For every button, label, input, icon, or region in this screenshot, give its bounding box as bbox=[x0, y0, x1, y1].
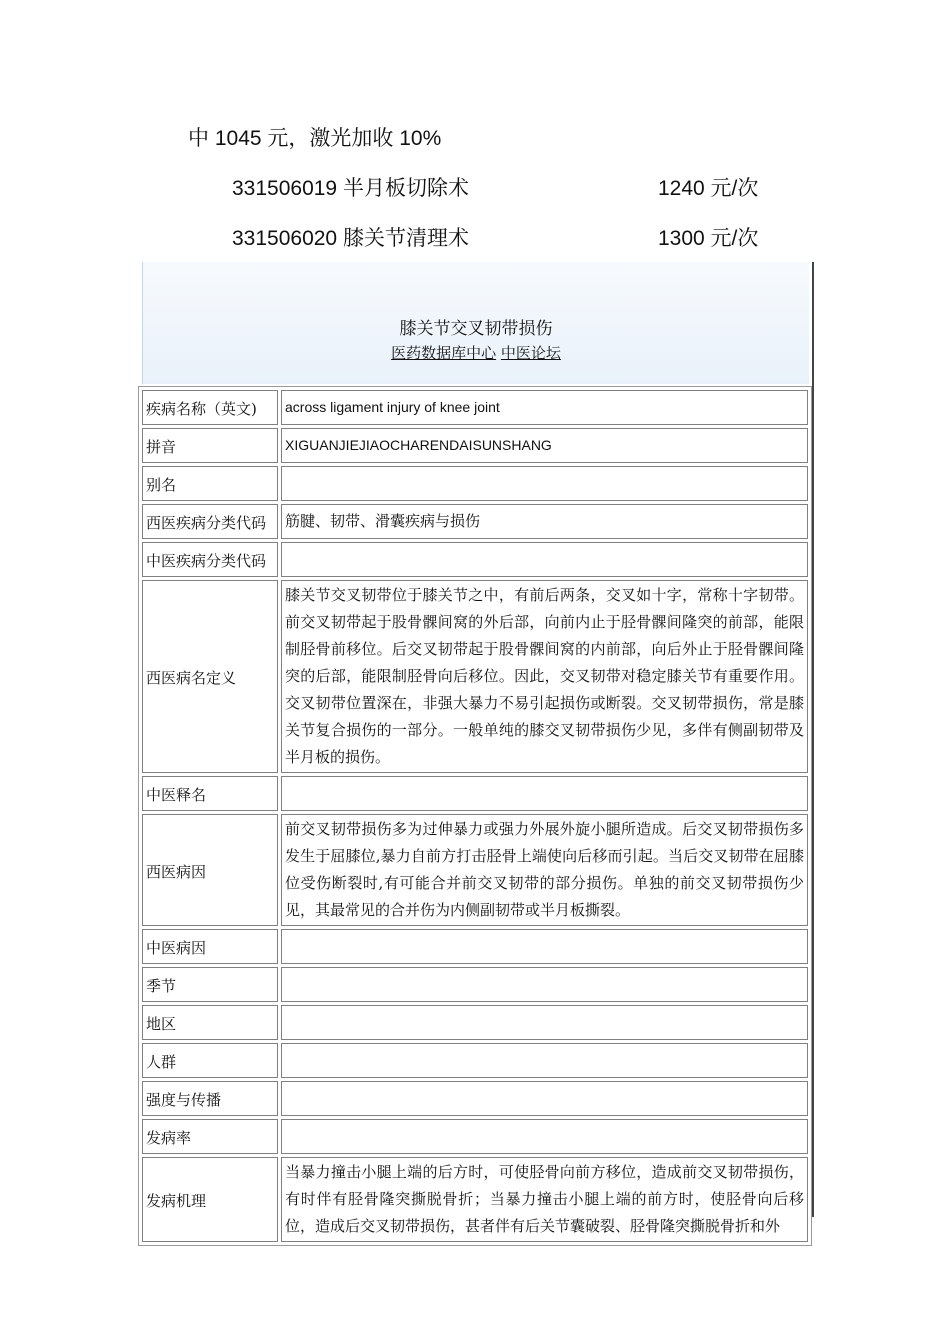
field-value bbox=[281, 967, 808, 1002]
field-value bbox=[281, 776, 808, 811]
field-value: 筋腱、韧带、滑囊疾病与损伤 bbox=[281, 504, 808, 539]
fee-item-price: 1300 元/次 bbox=[658, 227, 759, 250]
field-value bbox=[281, 542, 808, 577]
card-title: 膝关节交叉韧带损伤 bbox=[399, 319, 553, 339]
table-row bbox=[142, 1157, 808, 1242]
field-value bbox=[281, 1005, 808, 1040]
table-row bbox=[142, 428, 808, 463]
fee-item-code: 331506019 bbox=[232, 177, 338, 200]
field-label: 别名 bbox=[142, 466, 278, 501]
table-row bbox=[142, 1043, 808, 1078]
field-value: 前交叉韧带损伤多为过伸暴力或强力外展外旋小腿所造成。后交叉韧带损伤多发生于屈膝位,暴力自前方打击胫骨上端使向后移而引起。当后交叉韧带在屈膝位受伤断裂时,有可能合并前交叉韧带的部分损伤。单独的前交叉韧带损伤少见，其最常见的合并伤为内侧副韧带或半月板撕裂。 bbox=[281, 814, 808, 926]
disease-info-table bbox=[138, 386, 812, 1246]
tcm-forum-link[interactable]: 中医论坛 bbox=[500, 344, 561, 362]
field-label: 中医释名 bbox=[142, 776, 278, 811]
field-label: 人群 bbox=[142, 1043, 278, 1078]
table-row bbox=[142, 776, 808, 811]
fee-item-row bbox=[232, 172, 772, 202]
field-value bbox=[281, 1081, 808, 1116]
table-row bbox=[142, 1081, 808, 1116]
field-value: 当暴力撞击小腿上端的后方时，可使胫骨向前方移位，造成前交叉韧带损伤，有时伴有胫骨隆突撕脱骨折；当暴力撞击小腿上端的前方时，使胫骨向后移位，造成后交叉韧带损伤，甚者伴有后关节囊破裂、胫骨隆突撕脱骨折和外 bbox=[281, 1157, 808, 1242]
field-label: 西医病因 bbox=[142, 814, 278, 926]
field-value: 膝关节交叉韧带位于膝关节之中，有前后两条，交叉如十字，常称十字韧带。前交叉韧带起于股骨髁间窝的外后部，向前内止于胫骨髁间隆突的前部，能限制胫骨前移位。后交叉韧带起于股骨髁间窝的内前部，向后外止于胫骨髁间隆突的后部，能限制胫骨向后移位。因此，交叉韧带对稳定膝关节有重要作用。交叉韧带位置深在，非强大暴力不易引起损伤或断裂。交叉韧带损伤，常是膝关节复合损伤的一部分。一般单纯的膝交叉韧带损伤少见，多伴有侧副韧带及半月板的损伤。 bbox=[281, 580, 808, 773]
table-row bbox=[142, 466, 808, 501]
field-label: 西医病名定义 bbox=[142, 580, 278, 773]
field-value bbox=[281, 466, 808, 501]
fee-note-line: 中 1045 元，激光加收 10% bbox=[188, 127, 442, 150]
table-row bbox=[142, 814, 808, 926]
field-value bbox=[281, 929, 808, 964]
table-row bbox=[142, 929, 808, 964]
field-value: across ligament injury of knee joint bbox=[281, 390, 808, 425]
field-value: XIGUANJIEJIAOCHARENDAISUNSHANG bbox=[281, 428, 808, 463]
table-row bbox=[142, 542, 808, 577]
fee-item-name: 膝关节清理术 bbox=[342, 226, 469, 250]
fee-item-price: 1240 元/次 bbox=[658, 177, 759, 200]
card-links bbox=[143, 342, 809, 363]
card-header bbox=[142, 262, 809, 384]
fee-item-row bbox=[232, 222, 772, 252]
table-row bbox=[142, 967, 808, 1002]
table-row bbox=[142, 580, 808, 773]
field-label: 发病率 bbox=[142, 1119, 278, 1154]
field-value bbox=[281, 1119, 808, 1154]
fee-item-code: 331506020 bbox=[232, 227, 338, 250]
field-label: 地区 bbox=[142, 1005, 278, 1040]
field-value bbox=[281, 1043, 808, 1078]
field-label: 拼音 bbox=[142, 428, 278, 463]
field-label: 西医疾病分类代码 bbox=[142, 504, 278, 539]
table-row bbox=[142, 390, 808, 425]
field-label: 发病机理 bbox=[142, 1157, 278, 1242]
field-label: 季节 bbox=[142, 967, 278, 1002]
field-label: 强度与传播 bbox=[142, 1081, 278, 1116]
table-row bbox=[142, 504, 808, 539]
database-center-link[interactable]: 医药数据库中心 bbox=[391, 344, 497, 362]
table-row bbox=[142, 1119, 808, 1154]
disease-info-card bbox=[138, 262, 814, 1235]
table-row bbox=[142, 1005, 808, 1040]
field-label: 中医病因 bbox=[142, 929, 278, 964]
field-label: 疾病名称（英文) bbox=[142, 390, 278, 425]
field-label: 中医疾病分类代码 bbox=[142, 542, 278, 577]
fee-item-name: 半月板切除术 bbox=[342, 176, 469, 200]
